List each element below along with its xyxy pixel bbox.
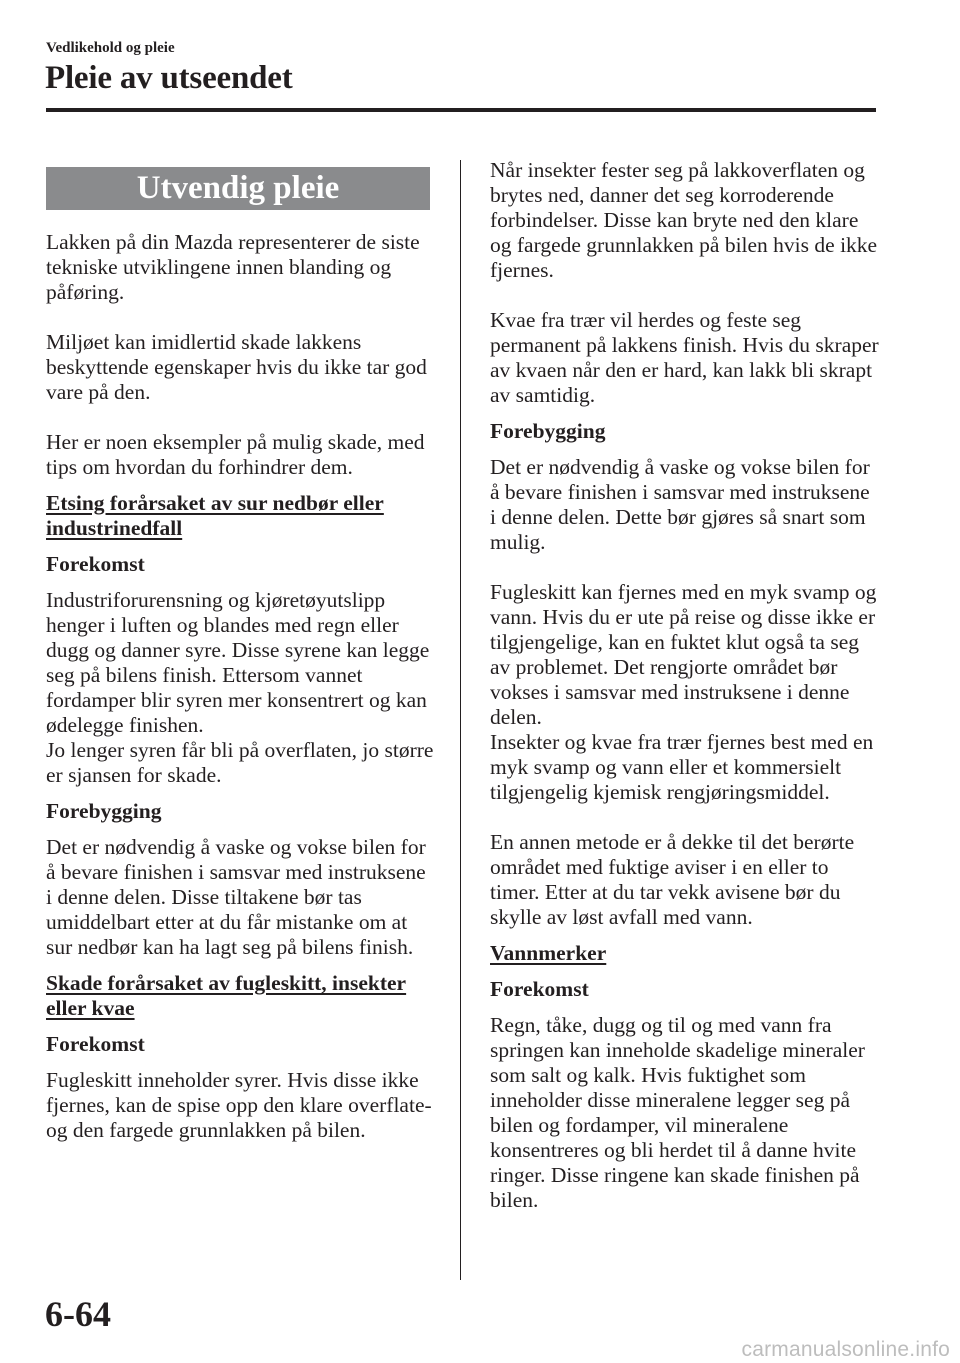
column-divider	[460, 160, 461, 1280]
section-banner: Utvendig pleie	[46, 167, 430, 210]
removal-paragraph-2: Insekter og kvae fra trær fjernes best med en myk svamp og vann eller et kommersielt tilgjengelig kjemisk rengjøringsmiddel.	[490, 730, 874, 804]
removal-paragraph: Fugleskitt kan fjernes med en myk svamp og vann. Hvis du er ute på reise og disse ikke er tilgjengelige, kan en fuktet klut også ta seg av problemet. Det rengjorte området bør vokses i samsvar med instruksene i denne delen.	[490, 580, 877, 729]
water-occurrence-text: Regn, tåke, dugg og til og med vann fra springen kan inneholde skadelige mineraler som salt og kalk. Hvis fuktighet som inneholder disse mineralene legger seg på bilen og fordamper, vil mineralene konsentreres og bli herdet til å danne hvite ringer. Disse ringene kan skade finishen på bilen.	[490, 1013, 865, 1212]
left-column	[46, 167, 436, 1143]
insects-paragraph: Når insekter fester seg på lakkoverflaten og brytes ned, danner det seg korroderende forbindelser. Disse kan bryte ned den klare og fargede grunnlakken på bilen hvis de ikke fjernes.	[490, 158, 878, 282]
prevention-label: Forebygging	[490, 419, 606, 443]
intro-paragraph-3: Her er noen eksempler på mulig skade, med tips om hvordan du forhindrer dem.	[46, 430, 425, 479]
etching-prevention-label: Forebygging	[46, 799, 162, 823]
etching-prevention-text: Det er nødvendig å vaske og vokse bilen for å bevare finishen i samsvar med instruksene i denne delen. Disse tiltakene bør tas umiddelbart etter at du får mistanke om at sur nedbør kan ha lagt seg på bilens finish.	[46, 835, 426, 959]
page-title: Pleie av utseendet	[45, 60, 293, 96]
resin-paragraph: Kvae fra trær vil herdes og feste seg permanent på lakkens finish. Hvis du skraper av kvaen når den er hard, kan lakk bli skrapt av samtidig.	[490, 308, 879, 407]
etching-occurrence-text-2: Jo lenger syren får bli på overflaten, jo større er sjansen for skade.	[46, 738, 434, 787]
alt-method-paragraph: En annen metode er å dekke til det berørte området med fuktige aviser i en eller to timer. Etter at du tar vekk avisene bør du skylle av løst avfall med vann.	[490, 830, 855, 929]
title-rule	[46, 108, 876, 112]
bird-occurrence-label: Forekomst	[46, 1032, 145, 1056]
intro-paragraph-1: Lakken på din Mazda representerer de siste tekniske utviklingene innen blanding og påføring.	[46, 230, 420, 304]
etching-occurrence-label: Forekomst	[46, 552, 145, 576]
page-number: 6-64	[45, 1294, 111, 1334]
right-column	[490, 158, 880, 1213]
prevention-text: Det er nødvendig å vaske og vokse bilen for å bevare finishen i samsvar med instruksene i denne delen. Dette bør gjøres så snart som mulig.	[490, 455, 870, 554]
etching-occurrence-text: Industriforurensning og kjøretøyutslipp henger i luften og blandes med regn eller dugg og danner syre. Disse syrene kan legge seg på bilens finish. Ettersom vannet fordamper blir syren mer konsentrert og kan ødelegge finishen.	[46, 588, 430, 737]
etching-heading: Etsing forårsaket av sur nedbør eller industrinedfall	[46, 491, 384, 540]
section-label: Vedlikehold og pleie	[46, 40, 175, 56]
watermark: carmanualsonline.info	[741, 1338, 950, 1361]
water-occurrence-label: Forekomst	[490, 977, 589, 1001]
bird-droppings-heading: Skade forårsaket av fugleskitt, insekter eller kvae	[46, 971, 407, 1020]
bird-occurrence-text: Fugleskitt inneholder syrer. Hvis disse ikke fjernes, kan de spise opp den klare overflate- og den fargede grunnlakken på bilen.	[46, 1068, 432, 1142]
intro-paragraph-2: Miljøet kan imidlertid skade lakkens beskyttende egenskaper hvis du ikke tar god vare på den.	[46, 330, 427, 404]
water-spots-heading: Vannmerker	[490, 941, 607, 965]
